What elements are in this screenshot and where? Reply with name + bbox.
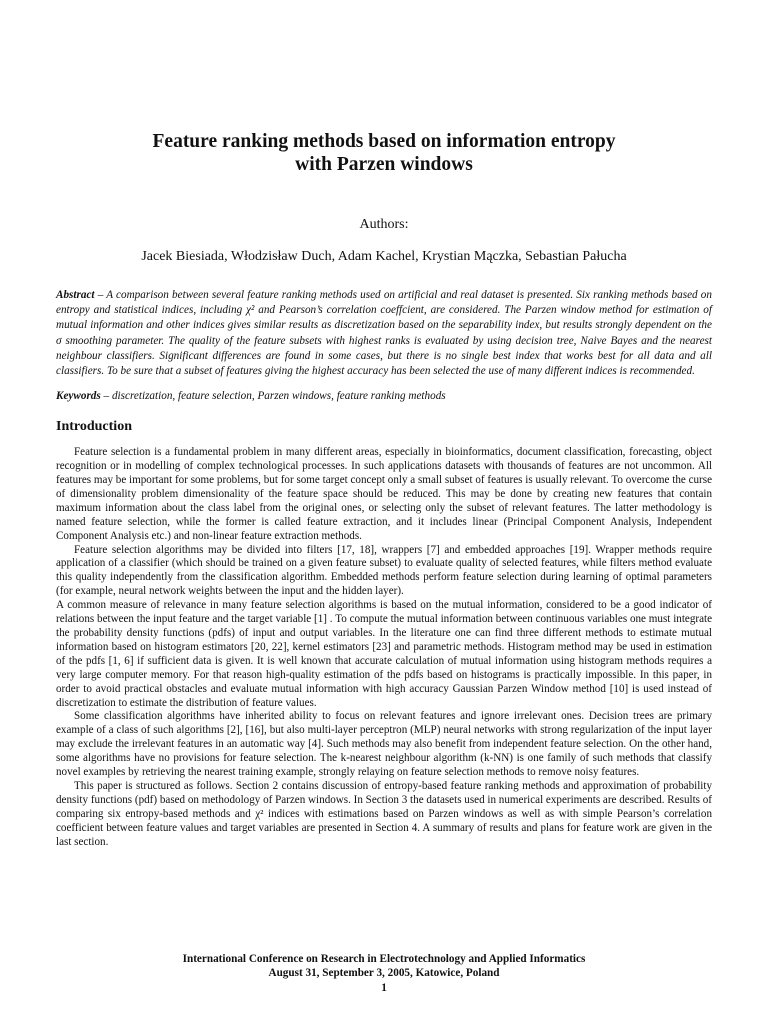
title-line-1: Feature ranking methods based on information entropy [152, 131, 616, 152]
paragraph-1: Feature selection is a fundamental problem in many different areas, especially in bioinformatics, document classification, forecasting, object recognition or in modelling of complex technological processes. In such applications datasets with thousands of features are not uncommon. All features may be important for some problems, but for some target concept only a small subset of features is usually relevant. To overcome the curse of dimensionality problem dimensionality of the feature space should be reduced. This may be done by creating new features that contain maximum information about the class label from the original ones, or selecting only the subset of relevant features. The latter methodology is named feature selection, while the former is called feature extraction, and it includes linear (Principal Component Analysis, Independent Component Analysis etc.) and non-linear feature extraction methods. [56, 446, 712, 542]
paragraph-3: A common measure of relevance in many feature selection algorithms is based on the mutual information, considered to be a good indicator of relations between the input feature and the target variable [1] . To compute the mutual information between continuous variables one must integrate the probability density functions (pdfs) of input and output variables. In the literature one can find three different methods to estimate mutual information based on histogram estimators [20, 22], kernel estimators [23] and parametric methods. Histogram method may be used in estimation of the pdfs [1, 6] if sufficient data is given. It is well known that accurate calculation of mutual information using histogram methods requires a very large computer memory. For that reason high-quality estimation of the pdfs based on histograms is practically impossible. In this paper, in order to avoid practical obstacles and evaluate mutual information with high accuracy Gaussian Parzen Window method [10] is used instead of discretization to estimate the distribution of feature values. [56, 599, 712, 709]
conference-date-location: August 31, September 3, 2005, Katowice, Poland [268, 967, 500, 980]
page-number: 1 [381, 981, 387, 994]
paragraph-5: This paper is structured as follows. Section 2 contains discussion of entropy-based feature ranking methods and approximation of probability density functions (pdf) based on methodology of Parzen windows. In Section 3 the datasets used in numerical experiments are described. Results of comparing six entropy-based methods and χ² indices with estimations based on Parzen windows as well as with simple Pearson’s correlation coefficient between feature values and target variables are presented in Section 4. A summary of results and plans for feature work are given in the last section. [56, 779, 712, 848]
introduction-body [56, 446, 712, 849]
conference-name: International Conference on Research in Electrotechnology and Applied Informatics [182, 953, 586, 965]
title-line-2: with Parzen windows [295, 154, 473, 175]
paragraph-4: Some classification algorithms have inherited ability to focus on relevant features and ignore irrelevant ones. Decision trees are primary example of a class of such algorithms [2], [16], but also multi-layer perceptron (MLP) neural networks with strong regularization of the input layer may exclude the irrelevant features in an automatic way [4]. Such methods may also benefit from independent feature selection. On the other hand, some algorithms have no provisions for feature selection. The k-nearest neighbour algorithm (k-NN) is one family of such methods that classify novel examples by retrieving the nearest training example, strongly relaying on feature selection methods to remove noisy features. [56, 710, 712, 779]
abstract [56, 288, 712, 379]
paragraph-2: Feature selection algorithms may be divided into filters [17, 18], wrappers [7] and embedded approaches [19]. Wrapper methods require application of a classifier (which should be trained on a given feature subset) to evaluate quality of selected features, while filters method evaluate this quality independently from the classification algorithm. Embedded methods perform feature selection during learning of optimal parameters (for example, neural network weights between the input and the hidden layer). [56, 543, 712, 598]
paper-page [56, 0, 712, 850]
keywords-text: – discretization, feature selection, Parzen windows, feature ranking methods [100, 390, 446, 403]
abstract-text: – A comparison between several feature ranking methods used on artificial and real dataset is presented. Six ranking methods based on entropy and statistical indices, including χ² and Pearson’s correlation coeffcient, are considered. The Parzen window method for estimation of mutual information and other indices gives similar results as discretization based on the separability index, but results strongly dependent on the σ smoothing parameter. The quality of the feature subsets with highest ranks is evaluated by using decision tree, Naive Bayes and the nearest neighbour classifiers. Significant differences are found in some cases, but there is no single best index that works best for all data and all classifiers. To be sure that a subset of features giving the highest accuracy has been selected the use of many different indices is recommended. [56, 289, 712, 378]
abstract-label: Abstract [56, 289, 95, 301]
keywords-label: Keywords [56, 390, 101, 403]
keywords [56, 389, 712, 404]
authors-label: Authors: [359, 217, 409, 232]
author-list: Jacek Biesiada, Włodzisław Duch, Adam Kachel, Krystian Mączka, Sebastian Pałucha [141, 249, 627, 264]
page-footer [0, 952, 768, 995]
section-heading-introduction: Introduction [56, 419, 132, 435]
paper-title [56, 130, 712, 176]
